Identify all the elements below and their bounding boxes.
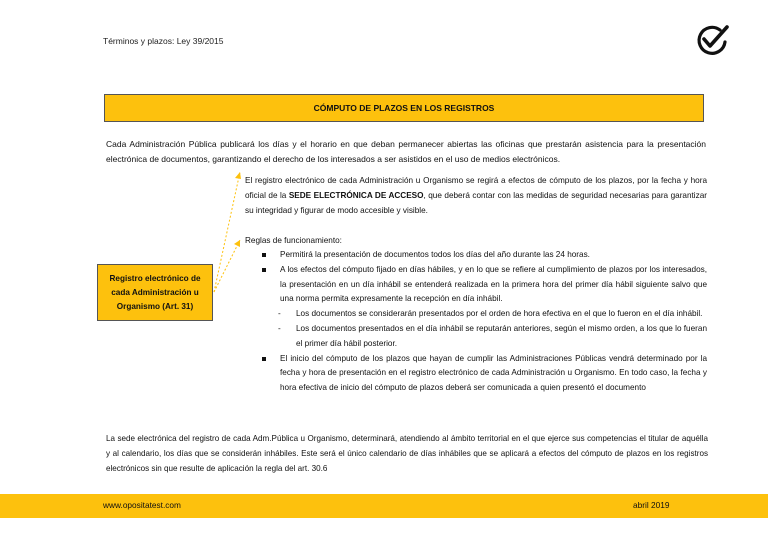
rule-item	[245, 248, 707, 263]
rule-subitem-text: Los documentos se considerarán presentados por el orden de hora efectiva en el que lo fueron en el día inhábil.	[296, 309, 703, 319]
callout-box	[97, 264, 213, 321]
bullet-icon	[262, 253, 266, 257]
rule-item	[245, 352, 707, 396]
rule-item	[245, 263, 707, 307]
callout-line: Organismo (Art. 31)	[116, 301, 194, 311]
header-title: Términos y plazos: Ley 39/2015	[103, 36, 224, 46]
footer-url: www.opositatest.com	[103, 500, 181, 510]
check-circle-icon	[692, 22, 732, 58]
dash-marker: -	[278, 323, 281, 333]
connector-line-registry	[214, 172, 240, 292]
connector-line-rules	[214, 240, 240, 292]
callout-line: Registro electrónico de	[109, 273, 201, 283]
intro-paragraph: Cada Administración Pública publicará los días y el horario en que deban permanecer abiertas las oficinas que prestarán asistencia para la presentación electrónica de documentos, garantizando el derecho de los interesados a ser asistidos en el uso de medios electrónicos.	[106, 139, 706, 164]
rule-text: Permitirá la presentación de documentos todos los días del año durante las 24 horas.	[280, 250, 590, 259]
registry-text-start: El registro electrónico de cada Administración u Organismo se regirá a efectos de cómputo de los plazos, por la fecha y hora oficial de la	[245, 176, 707, 200]
rule-subitem	[245, 322, 707, 352]
callout-line: cada Administración u	[111, 287, 199, 297]
rule-subitem	[245, 307, 707, 322]
registry-paragraph	[245, 173, 707, 218]
rules-list	[245, 248, 707, 396]
rules-title: Reglas de funcionamiento:	[245, 236, 342, 245]
rule-subitem-text: Los documentos presentados en el día inhábil se reputarán anteriores, según el mismo orden, a los que lo fueran el primer día hábil posterior.	[296, 323, 707, 348]
bullet-icon	[262, 357, 266, 361]
section-title: CÓMPUTO DE PLAZOS EN LOS REGISTROS	[313, 103, 495, 113]
section-title-box	[104, 94, 704, 122]
connector-arrowhead	[235, 172, 241, 179]
rule-text: A los efectos del cómputo fijado en días hábiles, y en lo que se refiere al cumplimiento de plazos por los interesados, la presentación en un día inhábil se entenderá realizada en la primera hora del primer día hábil siguiente salvo que una norma permita expresamente la recepción en día inhábil.	[280, 264, 707, 304]
registry-text-end: , que deberá contar con las medidas de seguridad necesarias para garantizar su integridad y figurar de modo accesible y visible.	[245, 191, 707, 215]
bullet-icon	[262, 268, 266, 272]
rule-text: El inicio del cómputo de los plazos que hayan de cumplir las Administraciones Públicas vendrá determinado por la fecha y hora de presentación en el registro electrónico de cada Administración u Organismo. En todo caso, la fecha y hora efectiva de inicio del cómputo de plazos deberá ser comunicada a quien presentó el documento	[280, 353, 707, 393]
closing-paragraph: La sede electrónica del registro de cada Adm.Pública u Organismo, determinará, atendiendo al ámbito territorial en el que ejerce sus competencias el titular de aquélla y al calendario, los días que se considerán inhábiles. Este será el único calendario de días inhábiles que se aplicará a efectos del cómputo de plazos en los registros electrónicos sin que resulte de aplicación la regla del art. 30.6	[106, 434, 708, 473]
registry-emphasis: SEDE ELECTRÓNICA DE ACCESO	[288, 191, 424, 200]
dash-marker: -	[278, 309, 281, 319]
footer-date: abril 2019	[633, 500, 670, 510]
connector-arrowhead	[234, 240, 240, 247]
